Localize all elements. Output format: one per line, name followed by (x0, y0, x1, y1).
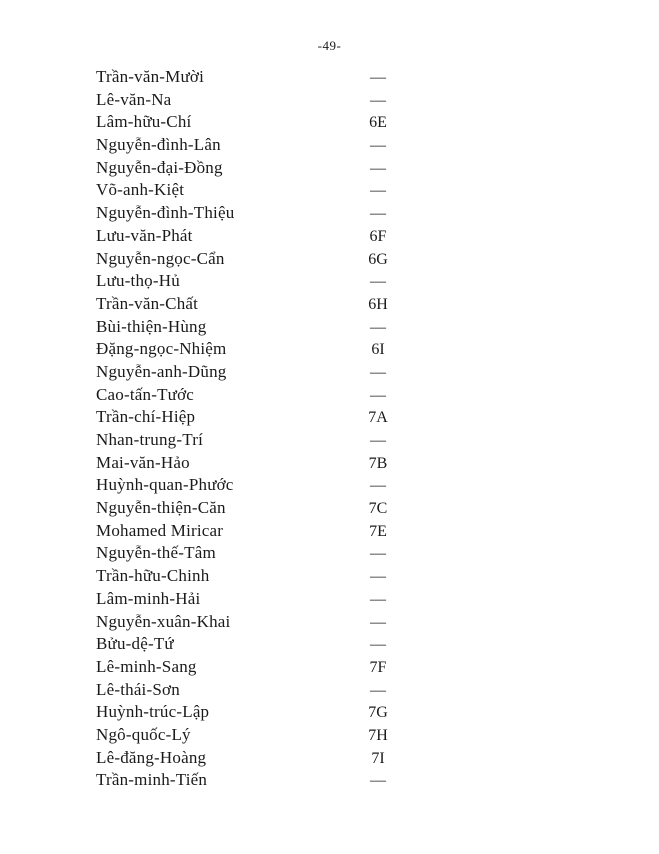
entry-name: Nguyễn-ngọc-Cẩn (96, 248, 225, 268)
entry-code: — (370, 432, 386, 449)
entry-code: — (370, 613, 386, 631)
entry-name: Nguyễn-đình-Thiệu (96, 203, 235, 223)
list-item (96, 747, 396, 770)
entry-name: Lê-văn-Na (96, 89, 172, 109)
entry-code: 7A (368, 409, 388, 427)
entry-code: 6F (369, 227, 387, 245)
entry-code: — (370, 386, 386, 404)
entry-name: Nguyễn-thế-Tâm (96, 543, 216, 563)
entry-code: — (370, 636, 386, 654)
entry-name: Nhan-trung-Trí (96, 430, 203, 449)
entry-name: Lê-thái-Sơn (96, 679, 180, 699)
entry-code: — (370, 772, 386, 790)
entry-name: Huỳnh-quan-Phước (96, 475, 234, 495)
entry-code: — (370, 545, 386, 563)
entry-name: Cao-tấn-Tước (96, 384, 195, 404)
entry-code: 7E (369, 522, 387, 540)
entry-name: Ngô-quốc-Lý (96, 724, 191, 744)
entry-code: — (370, 477, 386, 495)
entry-code: 6G (368, 250, 388, 268)
entry-name: Mohamed Miricar (96, 520, 224, 540)
list-item (96, 588, 396, 611)
entry-name: Đặng-ngọc-Nhiệm (96, 339, 227, 359)
list-item (96, 656, 396, 679)
entry-code: 7H (368, 726, 388, 744)
entry-name: Mai-văn-Hảo (96, 452, 190, 472)
list-item (96, 724, 396, 747)
list-item (96, 248, 396, 271)
list-item (96, 520, 396, 543)
entry-name: Trần-hữu-Chinh (96, 566, 210, 586)
list-item (96, 633, 396, 656)
list-item (96, 89, 396, 112)
entry-name: Bùi-thiện-Hùng (96, 316, 207, 336)
entry-code: 7G (368, 704, 388, 722)
list-item (96, 157, 396, 180)
list-item (96, 111, 396, 134)
entry-list (96, 66, 396, 792)
list-item (96, 701, 396, 724)
entry-code: 7C (368, 500, 388, 518)
list-item (96, 384, 396, 407)
entry-name: Nguyễn-xuân-Khai (96, 611, 231, 631)
entry-code: — (370, 681, 386, 699)
entry-code: 7F (369, 658, 387, 676)
entry-code: — (370, 590, 386, 608)
entry-name: Lưu-văn-Phát (96, 225, 193, 245)
list-item (96, 452, 396, 475)
list-item (96, 429, 396, 452)
list-item (96, 338, 396, 361)
list-item (96, 293, 396, 316)
entry-code: — (370, 137, 386, 155)
entry-name: Nguyễn-anh-Dũng (96, 361, 227, 381)
entry-name: Lâm-minh-Hải (96, 588, 201, 608)
entry-code: — (370, 363, 386, 381)
list-item (96, 769, 396, 792)
list-item (96, 202, 396, 225)
entry-code: — (370, 159, 386, 177)
entry-code: 7I (371, 749, 385, 767)
page-number: -49- (317, 38, 342, 53)
list-item (96, 66, 396, 89)
entry-name: Lê-đăng-Hoàng (96, 747, 207, 767)
entry-name: Huỳnh-trúc-Lập (96, 702, 210, 722)
entry-name: Lâm-hữu-Chí (96, 112, 192, 132)
entry-name: Trần-minh-Tiến (96, 770, 208, 790)
entry-code: — (370, 91, 386, 109)
entry-name: Lưu-thọ-Hủ (96, 271, 180, 291)
entry-name: Lê-minh-Sang (96, 656, 197, 676)
list-item (96, 474, 396, 497)
entry-name: Trần-văn-Chất (96, 293, 199, 313)
entry-code: 7B (368, 454, 388, 472)
list-item (96, 134, 396, 157)
entry-code: — (370, 568, 386, 586)
list-item (96, 679, 396, 702)
entry-code: — (370, 182, 386, 200)
list-item (96, 361, 396, 384)
entry-code: 6H (368, 295, 388, 313)
entry-name: Bửu-dệ-Tứ (96, 634, 174, 654)
entry-name: Nguyễn-đại-Đồng (96, 157, 223, 177)
entry-name: Võ-anh-Kiệt (96, 180, 185, 200)
list-item (96, 611, 396, 634)
list-item (96, 270, 396, 293)
entry-name: Nguyễn-đình-Lân (96, 135, 221, 155)
entry-code: — (370, 318, 386, 336)
list-item (96, 225, 396, 248)
list-item (96, 406, 396, 429)
entry-name: Nguyễn-thiện-Căn (96, 498, 226, 518)
list-item (96, 316, 396, 339)
list-item (96, 542, 396, 565)
entry-name: Trần-văn-Mười (96, 67, 205, 86)
list-item (96, 565, 396, 588)
list-item (96, 497, 396, 520)
entry-code: 6I (371, 341, 385, 359)
list-item (96, 179, 396, 202)
entry-code: — (370, 273, 386, 291)
entry-name: Trần-chí-Hiệp (96, 407, 196, 427)
entry-code: — (370, 205, 386, 223)
entry-code: 6E (369, 114, 387, 132)
entry-code: — (370, 69, 386, 86)
